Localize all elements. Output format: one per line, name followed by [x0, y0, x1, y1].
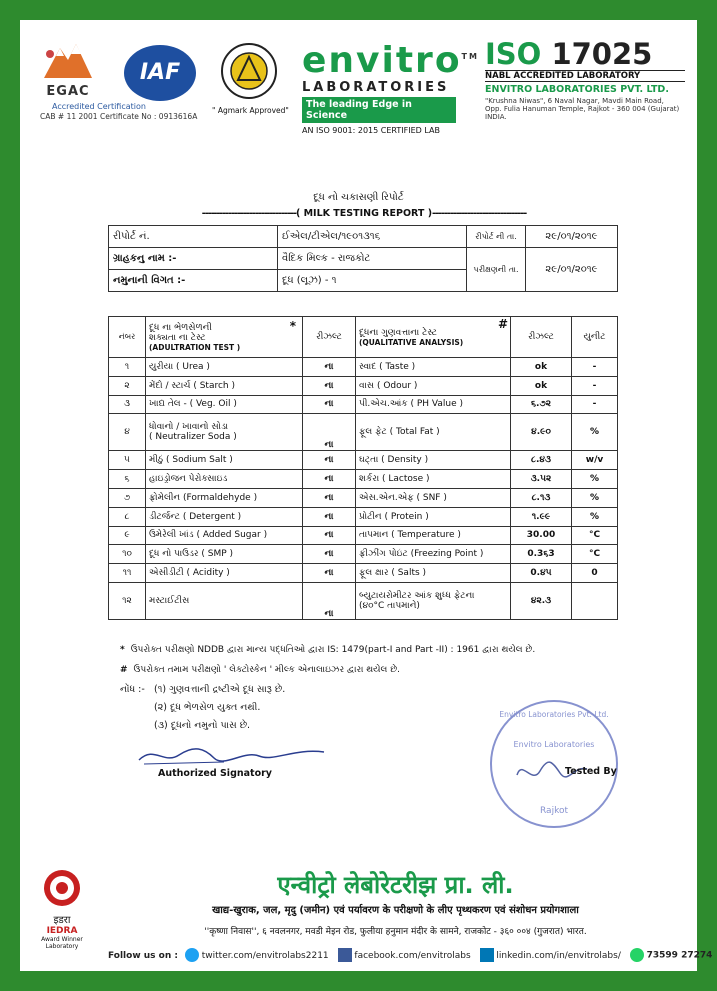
- table-row: [109, 564, 618, 583]
- qualitative-result: 0.3૬3: [511, 545, 572, 564]
- stamp-city: Rajkot: [540, 806, 568, 816]
- qualitative-test: [356, 376, 511, 395]
- adulteration-test-name: દૂધ નો પાઉડર ( SMP ): [149, 549, 234, 560]
- qualitative-result: 0.૪૫: [511, 564, 572, 583]
- adulteration-test: [146, 395, 303, 414]
- iedra-lab: Laboratory: [45, 943, 79, 950]
- qualitative-test-name: ફ્રીઝીંગ પોઇંટ (Freezing Point ): [359, 549, 484, 560]
- adulteration-result: ના: [303, 507, 356, 526]
- row-number: ૩: [109, 395, 146, 414]
- qualitative-test: [356, 545, 511, 564]
- adulteration-test: [146, 564, 303, 583]
- qualitative-result: ૪.૯૦: [511, 414, 572, 451]
- stamp-mid-text: Envitro Laboratories: [513, 740, 595, 749]
- hash-note: [120, 665, 400, 675]
- qualitative-result: ૮.૧૩: [511, 488, 572, 507]
- qualitative-test: [356, 451, 511, 470]
- qualitative-test: [356, 526, 511, 545]
- header-qualitative: [356, 317, 511, 358]
- twitter-link[interactable]: twitter.com/envitrolabs2211: [201, 950, 329, 961]
- test-date-label: પરીક્ષણની તા.: [467, 248, 526, 292]
- iedra-award: Award Winner: [41, 936, 83, 943]
- sample-label: નમુનાની વિગત :-: [109, 270, 278, 292]
- egac-logo: [38, 40, 98, 98]
- report-date-value: ૨૯/૦૧/૨૦૧૯: [526, 226, 618, 248]
- qualitative-result: 30.00: [511, 526, 572, 545]
- adulteration-result: ના: [303, 376, 356, 395]
- qualitative-test-name: પ્રોટીન ( Protein ): [359, 511, 429, 522]
- linkedin-link[interactable]: linkedin.com/in/envitrolabs/: [496, 950, 621, 961]
- adulteration-test-name: ડીટર્જન્ટ ( Detergent ): [149, 511, 242, 522]
- qualitative-unit: 0: [572, 564, 618, 583]
- star-note-text: ઉપરોક્ત પરીક્ષણો NDDB દ્વારા માન્ય પદ્ધતિઓ દ્વારા IS: 1479(part-I and Part -II) : 1961 દ્વારા થયેલ છે.: [130, 645, 536, 655]
- header-adulteration-gu1: દૂધ ના ભેળસેળની: [149, 322, 212, 333]
- facebook-link[interactable]: facebook.com/envitrolabs: [354, 950, 471, 961]
- adulteration-result: ના: [303, 451, 356, 470]
- address-line-2: Opp. Fulia Hanuman Temple, Rajkot - 360 004 (Gujarat) INDIA.: [485, 105, 680, 121]
- hash-mark: #: [120, 665, 128, 675]
- qualitative-unit: -: [572, 358, 618, 377]
- title-english-text: ( MILK TESTING REPORT ): [295, 208, 433, 219]
- header-hash: #: [497, 317, 508, 331]
- qualitative-test-name: બ્યુટાયરોમીટર આંક શુધ્ધ ફેટના: [359, 590, 475, 601]
- adulteration-test: [146, 507, 303, 526]
- authorized-signatory: Authorized Signatory: [158, 768, 272, 779]
- qualitative-result: ૧.૯૯: [511, 507, 572, 526]
- iso-logo: [485, 38, 685, 121]
- address-line-1: "Krushna Niwas", 6 Naval Nagar, Mavdi Main Road,: [485, 97, 664, 105]
- qualitative-result: ok: [511, 376, 572, 395]
- company-name: ENVITRO LABORATORIES PVT. LTD.: [485, 84, 669, 95]
- linkedin-icon: [480, 948, 494, 962]
- adulteration-test-name: મસ્ટાઈટીસ: [149, 595, 190, 606]
- qualitative-test: [356, 358, 511, 377]
- header-adulteration: [146, 317, 303, 358]
- qualitative-test-name: વાસ ( Odour ): [359, 380, 418, 391]
- row-number: ૯: [109, 526, 146, 545]
- table-row: [109, 507, 618, 526]
- qualitative-test: [356, 414, 511, 451]
- adulteration-test-name: ખાદ્ય તેલ - ( Veg. Oil ): [149, 399, 237, 410]
- note-1: (૧) ગુણવત્તાની દ્રષ્ટીએ દૂધ સારૂ છે.: [154, 684, 286, 695]
- stamp-top-text: Envitro Laboratories Pvt. Ltd.: [499, 710, 609, 719]
- adulteration-test: [146, 470, 303, 489]
- adulteration-test: [146, 414, 303, 451]
- adulteration-test-name: ઉમેરેલી ખાંડ ( Added Sugar ): [149, 530, 268, 541]
- footer-hindi-name: एन्वीट्रो लेबोरेटरीझ प्रा. ली.: [277, 871, 514, 899]
- qualitative-test: [356, 395, 511, 414]
- report-page: [20, 20, 713, 971]
- iso-heading: [485, 38, 685, 70]
- iedra-logo: [34, 868, 90, 950]
- header-qualitative-en: (QUALITATIVE ANALYSIS): [359, 337, 464, 347]
- header-star: *: [289, 319, 296, 333]
- qualitative-test-name: સ્વાદ ( Taste ): [359, 361, 416, 372]
- header-no: નંબર: [109, 317, 146, 358]
- note-3: (૩) દૂધનો નમુનો પાસ છે.: [154, 720, 251, 731]
- title-gujarati: દૂધ નો ચકાસણી રિપોર્ટ: [313, 192, 404, 203]
- qualitative-unit: °C: [572, 526, 618, 545]
- adulteration-test-name: ધોવાનો / ખાવાનો સોડા: [149, 422, 229, 433]
- agmark-label: " Agmark Approved": [212, 106, 289, 115]
- adulteration-test-name: ફ્રોમેલીન (Formaldehyde ): [149, 492, 258, 503]
- adulteration-result: ના: [303, 488, 356, 507]
- adulteration-test-name: મેંદો / સ્ટાર્ચ ( Starch ): [149, 380, 236, 391]
- adulteration-test-name: મીઠું ( Sodium Salt ): [149, 455, 233, 466]
- envitro-logo: [302, 38, 479, 135]
- qualitative-unit: %: [572, 470, 618, 489]
- iedra-hindi: इडरा: [53, 915, 71, 926]
- row-number: ૮: [109, 507, 146, 526]
- qualitative-unit: [572, 582, 618, 619]
- star-note: [120, 645, 535, 655]
- header-qualitative-gu: દૂધના ગુણવત્તાના ટેસ્ટ: [359, 327, 438, 338]
- nabl-label: NABL ACCREDITED LABORATORY: [485, 70, 685, 82]
- header-result-1: રીઝલ્ટ: [303, 317, 356, 358]
- qualitative-result: ૮.૪૩: [511, 451, 572, 470]
- qualitative-unit: °C: [572, 545, 618, 564]
- cab-line: CAB # 11 2001 Certificate No : 0913616A: [40, 112, 198, 121]
- row-number: ૧૦: [109, 545, 146, 564]
- qualitative-unit: %: [572, 488, 618, 507]
- stamp: [490, 700, 618, 828]
- adulteration-test-name: યુરીયા ( Urea ): [149, 361, 210, 372]
- table-row: [109, 526, 618, 545]
- adulteration-test-name-en: ( Neutralizer Soda ): [149, 432, 237, 443]
- facebook-icon: [338, 948, 352, 962]
- adulteration-result: ના: [303, 414, 356, 451]
- adulteration-result: ના: [303, 470, 356, 489]
- accreditation-label: Accredited Certification: [52, 102, 146, 111]
- iso-number: 17025: [551, 37, 653, 71]
- brand-tm: TM: [461, 52, 479, 61]
- row-number: ૨: [109, 376, 146, 395]
- customer-label: ગ્રાહકનુ નામ :-: [109, 248, 278, 270]
- adulteration-test: [146, 376, 303, 395]
- test-table: [108, 316, 618, 620]
- adulteration-test: [146, 451, 303, 470]
- row-number: ૬: [109, 470, 146, 489]
- qualitative-test-name: તાપમાન ( Temperature ): [359, 530, 461, 541]
- egac-text: EGAC: [46, 84, 90, 99]
- egac-mountain-icon: [38, 40, 98, 80]
- follow-label: Follow us on :: [108, 950, 178, 961]
- adulteration-test: [146, 582, 303, 619]
- title-english: --------------------------------( MILK TESTING REPORT )--------------------------------: [201, 208, 527, 219]
- customer-value: વૈદિક મિલ્ક - રાજકોટ: [278, 248, 467, 270]
- adulteration-result: ના: [303, 582, 356, 619]
- row-number: ૫: [109, 451, 146, 470]
- qualitative-test-name: એસ.એન.એફ ( SNF ): [359, 492, 447, 503]
- row-number: ૪: [109, 414, 146, 451]
- adulteration-result: ના: [303, 395, 356, 414]
- table-row: [109, 414, 618, 451]
- table-row: [109, 395, 618, 414]
- signature-scribble-icon: [134, 740, 334, 770]
- row-number: ૧૧: [109, 564, 146, 583]
- row-number: ૭: [109, 488, 146, 507]
- iedra-emblem-icon: [42, 868, 82, 908]
- qualitative-test-name: ફૂલ ક્ષાર ( Salts ): [359, 568, 427, 579]
- tested-by: Tested By: [565, 766, 617, 777]
- table-row: [109, 376, 618, 395]
- adulteration-test-name: હાઇડ્રોજન પેરોક્સાઇડ: [149, 474, 228, 485]
- social-bar: [108, 948, 713, 964]
- star-mark: *: [120, 645, 125, 655]
- qualitative-test: [356, 582, 511, 619]
- brand-name-text: envitro: [302, 40, 462, 81]
- test-date-value: ૨૯/૦૧/૨૦૧૯: [526, 248, 618, 292]
- table-row: [109, 470, 618, 489]
- adulteration-test: [146, 545, 303, 564]
- adulteration-result: ના: [303, 526, 356, 545]
- qualitative-test: [356, 507, 511, 526]
- table-row: [109, 358, 618, 377]
- header-result-2: રીઝલ્ટ: [511, 317, 572, 358]
- qualitative-unit: %: [572, 414, 618, 451]
- adulteration-result: ના: [303, 358, 356, 377]
- twitter-icon: [185, 948, 199, 962]
- adulteration-test: [146, 358, 303, 377]
- qualitative-unit: -: [572, 376, 618, 395]
- row-number: ૧: [109, 358, 146, 377]
- qualitative-test: [356, 488, 511, 507]
- note-2: (૨) દૂધ ભેળસેળ યુક્ત નથી.: [154, 702, 261, 713]
- iaf-text: IAF: [139, 60, 181, 85]
- header-adulteration-en: (ADULTRATION TEST ): [149, 342, 241, 352]
- qualitative-test-name: ફૂલ ફેટ ( Total Fat ): [359, 427, 440, 438]
- iedra-text: IEDRA: [46, 926, 78, 936]
- phone-number[interactable]: 73599 27274: [646, 950, 713, 961]
- iso9001-label: AN ISO 9001: 2015 CERTIFIED LAB: [302, 126, 440, 135]
- qualitative-test-name: પી.એચ.આંક ( PH Value ): [359, 399, 464, 410]
- qualitative-result: ૪૨.૩: [511, 582, 572, 619]
- note-label: નોંધ :-: [120, 684, 145, 695]
- test-rows: [109, 358, 618, 620]
- hash-note-text: ઉપરોક્ત તમામ પરીક્ષણો ' લેક્ટોસ્કેન ' મીલ્ક એનાલાઇઝર દ્વારા થયેલ છે.: [133, 665, 401, 675]
- adulteration-result: ના: [303, 545, 356, 564]
- report-no-value: ઈએલ/ટીએલ/૧૯૦૧૩૧૬: [278, 226, 467, 248]
- report-no-label: રીપોર્ટ નં.: [109, 226, 278, 248]
- tagline: The leading Edge in Science: [302, 97, 456, 123]
- adulteration-test: [146, 526, 303, 545]
- sample-value: દૂધ (લૂઝ) - ૧: [278, 270, 467, 292]
- qualitative-test-name: શર્કરા ( Lactose ): [359, 474, 430, 485]
- adulteration-test-name: એસીડીટી ( Acidity ): [149, 568, 230, 579]
- footer-hindi-address: ''कृष्णा निवास'', ६ नवलनगर, मवडी मेइन रोड, फुलीया हनुमान मंदीर के सामने, राजकोट - ३६० ००४ (गुजरात) भारत.: [204, 927, 587, 937]
- qualitative-result: ૩.૫૨: [511, 470, 572, 489]
- table-row: [109, 545, 618, 564]
- brand-name: [302, 38, 479, 81]
- qualitative-result: ૬.૭૨: [511, 395, 572, 414]
- table-row: [109, 488, 618, 507]
- qualitative-unit: w/v: [572, 451, 618, 470]
- qualitative-test-name: ઘટ્તા ( Density ): [359, 455, 429, 466]
- iaf-logo: [124, 45, 196, 101]
- brand-sub: LABORATORIES: [302, 80, 450, 95]
- info-table: [108, 225, 618, 292]
- qualitative-result: ok: [511, 358, 572, 377]
- row-number: ૧૨: [109, 582, 146, 619]
- header-unit: યુનીટ: [572, 317, 618, 358]
- agmark-logo: [220, 42, 278, 100]
- agmark-seal-icon: [220, 42, 278, 100]
- qualitative-test: [356, 564, 511, 583]
- qualitative-test-note: (૪૦°C તાપમાને): [359, 600, 420, 611]
- table-row: [109, 582, 618, 619]
- qualitative-unit: -: [572, 395, 618, 414]
- header-adulteration-gu2: શક્યતા ના ટેસ્ટ: [149, 332, 206, 343]
- adulteration-test: [146, 488, 303, 507]
- whatsapp-icon: [630, 948, 644, 962]
- report-date-label: રીપોર્ટ ની તા.: [467, 226, 526, 248]
- qualitative-unit: %: [572, 507, 618, 526]
- footer-hindi-sub: खाद्य-खुराक, जल, मृदु (जमीन) एवं पर्यावरण के परीक्षणो के लीए पृथ्थकरण एवं संशोधन प्रयोगशाला: [212, 905, 579, 916]
- qualitative-test: [356, 470, 511, 489]
- iso-text: ISO: [485, 37, 542, 71]
- table-row: [109, 451, 618, 470]
- adulteration-result: ના: [303, 564, 356, 583]
